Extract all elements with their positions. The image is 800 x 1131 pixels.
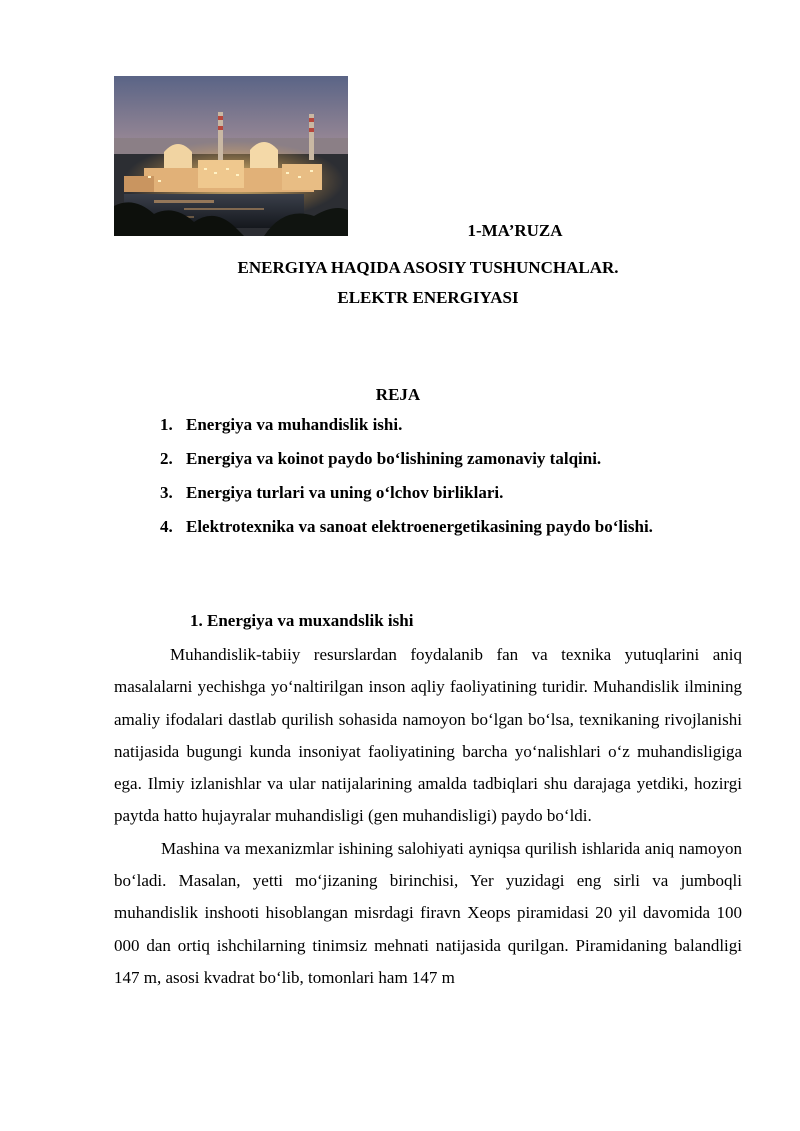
body-paragraph: Muhandislik-tabiiy resurslardan foydalanib fan va texnika yutuqlarini aniq masalalarni yechishga yo‘naltirilgan inson aqliy faoliyatining turidir. Muhandislik ilmining amaliy ifodalari dastlab qurilish sohasida namoyon bo‘lgan bo‘lsa, texnikaning rivojlanishi natijasida bugungi kunda insoniyat faoliyatining barcha yo‘nalishlari o‘z muhandisligiga ega. Ilmiy izlanishlar va ular natijalarining amalda tadbiqlari shu darajaga yetdiki, hozirgi paytda hatto hujayralar muhandisligi (gen muhandisligi) paydo bo‘ldi.: [114, 645, 742, 826]
plan-item: [160, 482, 653, 516]
plan-item-text: Energiya va koinot paydo bo‘lishining zamonaviy talqini.: [186, 449, 602, 468]
plan-item-text: Energiya va muhandislik ishi.: [186, 415, 403, 434]
plan-heading: REJA: [375, 385, 421, 404]
plan-item-text: Elektrotexnika va sanoat elektroenergetikasining paydo bo‘lishi.: [186, 517, 653, 536]
plan-item-number: 2.: [160, 449, 173, 468]
document-title: ENERGIYA HAQIDA ASOSIY TUSHUNCHALAR.: [237, 258, 619, 277]
document-subtitle: ELEKTR ENERGIYASI: [337, 288, 519, 307]
plan-item: [160, 448, 653, 482]
plan-item-text: Energiya turlari va uning o‘lchov birliklari.: [186, 483, 504, 502]
plan-item: [160, 516, 653, 550]
section-body: [114, 639, 742, 994]
plan-item: [160, 414, 653, 448]
section-heading: 1. Energiya va muxandslik ishi: [190, 611, 414, 630]
power-plant-photo: [114, 76, 348, 236]
plan-item-number: 1.: [160, 415, 173, 434]
plan-item-number: 4.: [160, 517, 173, 536]
body-paragraph: Mashina va mexanizmlar ishining salohiyati ayniqsa qurilish ishlarida aniq namoyon bo‘ladi. Masalan, yetti mo‘jizaning birinchisi, Yer yuzidagi eng sirli va jumboqli muhandislik inshooti hisoblangan misrdagi firavn Xeops piramidasi 20 yil davomida 100 000 dan ortiq ishchilarning tinimsiz mehnati natijasida qurilgan. Piramidaning balandligi 147 m, asosi kvadrat bo‘lib, tomonlari ham 147 m: [114, 838, 742, 987]
lecture-number: 1-MA’RUZA: [467, 221, 563, 240]
plan-item-number: 3.: [160, 483, 173, 502]
plan-list: [160, 414, 653, 550]
